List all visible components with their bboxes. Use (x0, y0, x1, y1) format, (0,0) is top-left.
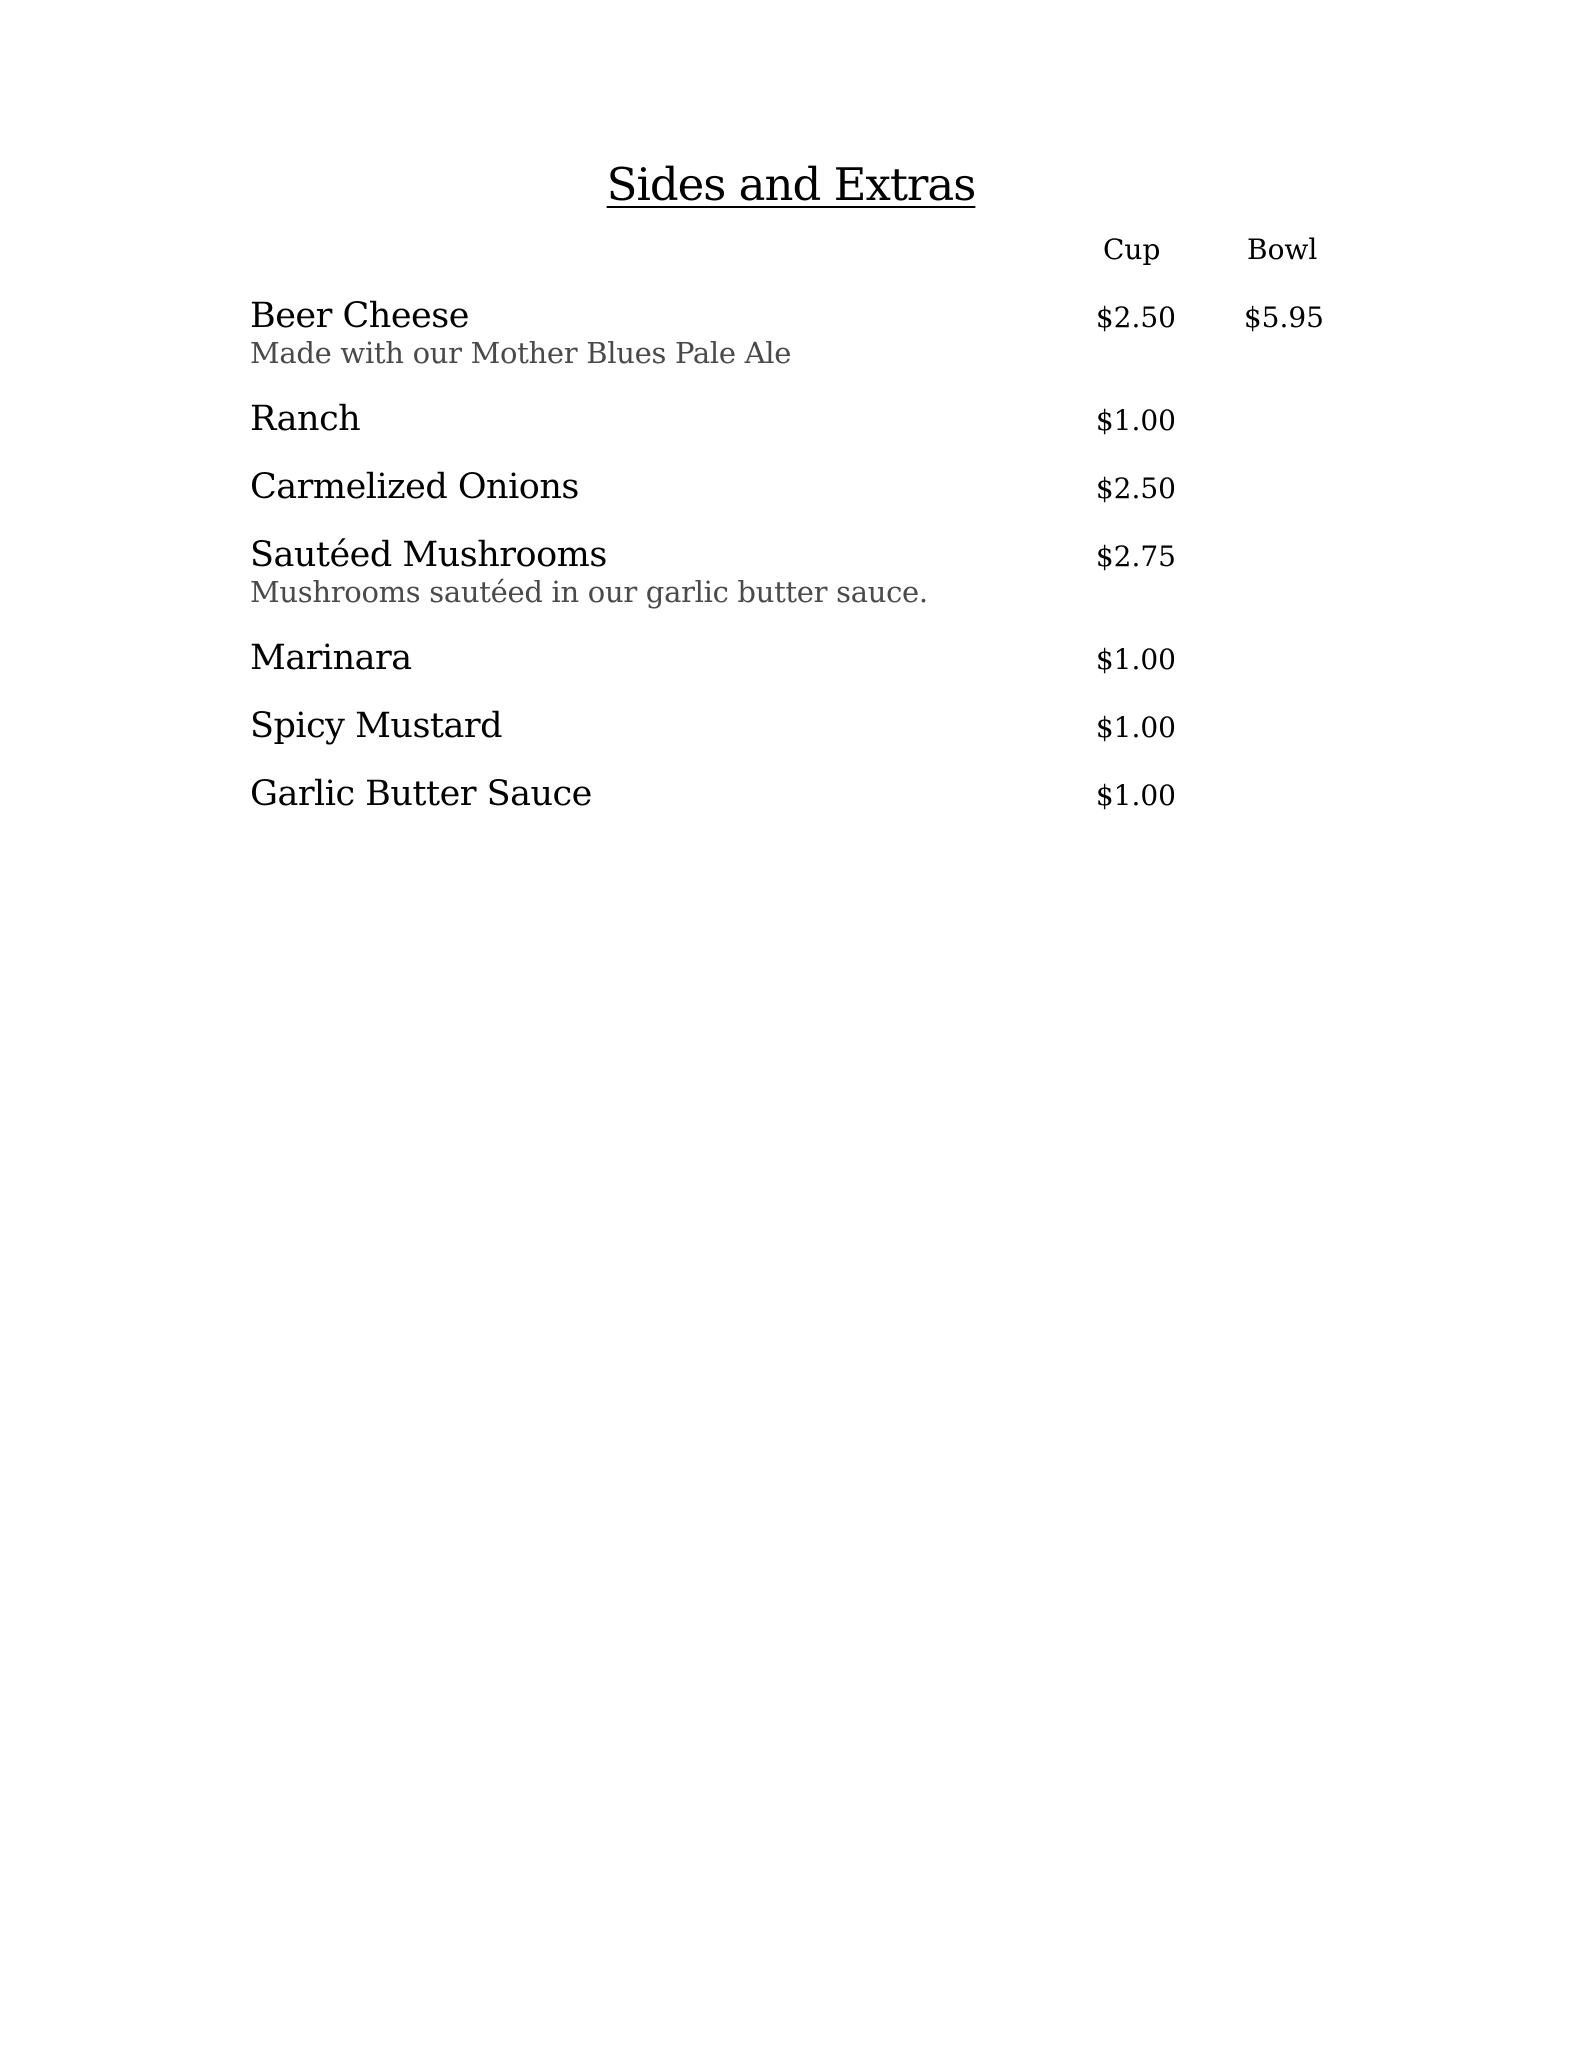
menu-item-name: Spicy Mustard (250, 706, 502, 746)
menu-item-name: Ranch (250, 399, 361, 439)
menu-item-description: Made with our Mother Blues Pale Ale (250, 336, 792, 370)
menu-item-name: Carmelized Onions (250, 467, 579, 507)
menu-item-description: Mushrooms sautéed in our garlic butter sauce. (250, 575, 928, 609)
menu-item-cup-price: $1.00 (1095, 711, 1176, 744)
menu-item-name: Sautéed Mushrooms (250, 535, 607, 575)
page-title: Sides and Extras (606, 158, 976, 211)
menu-item-name: Marinara (250, 638, 412, 678)
bowl-column-header: Bowl (1247, 233, 1318, 266)
menu-item-cup-price: $1.00 (1095, 779, 1176, 812)
menu-item-name: Garlic Butter Sauce (250, 774, 592, 814)
menu-item-name: Beer Cheese (250, 296, 469, 336)
menu-item-cup-price: $1.00 (1095, 404, 1176, 437)
menu-item-cup-price: $2.50 (1095, 301, 1176, 334)
cup-column-header: Cup (1103, 233, 1161, 266)
menu-item-bowl-price: $5.95 (1243, 301, 1324, 334)
menu-item-cup-price: $2.75 (1095, 540, 1176, 573)
menu-item-cup-price: $2.50 (1095, 472, 1176, 505)
menu-item-cup-price: $1.00 (1095, 643, 1176, 676)
